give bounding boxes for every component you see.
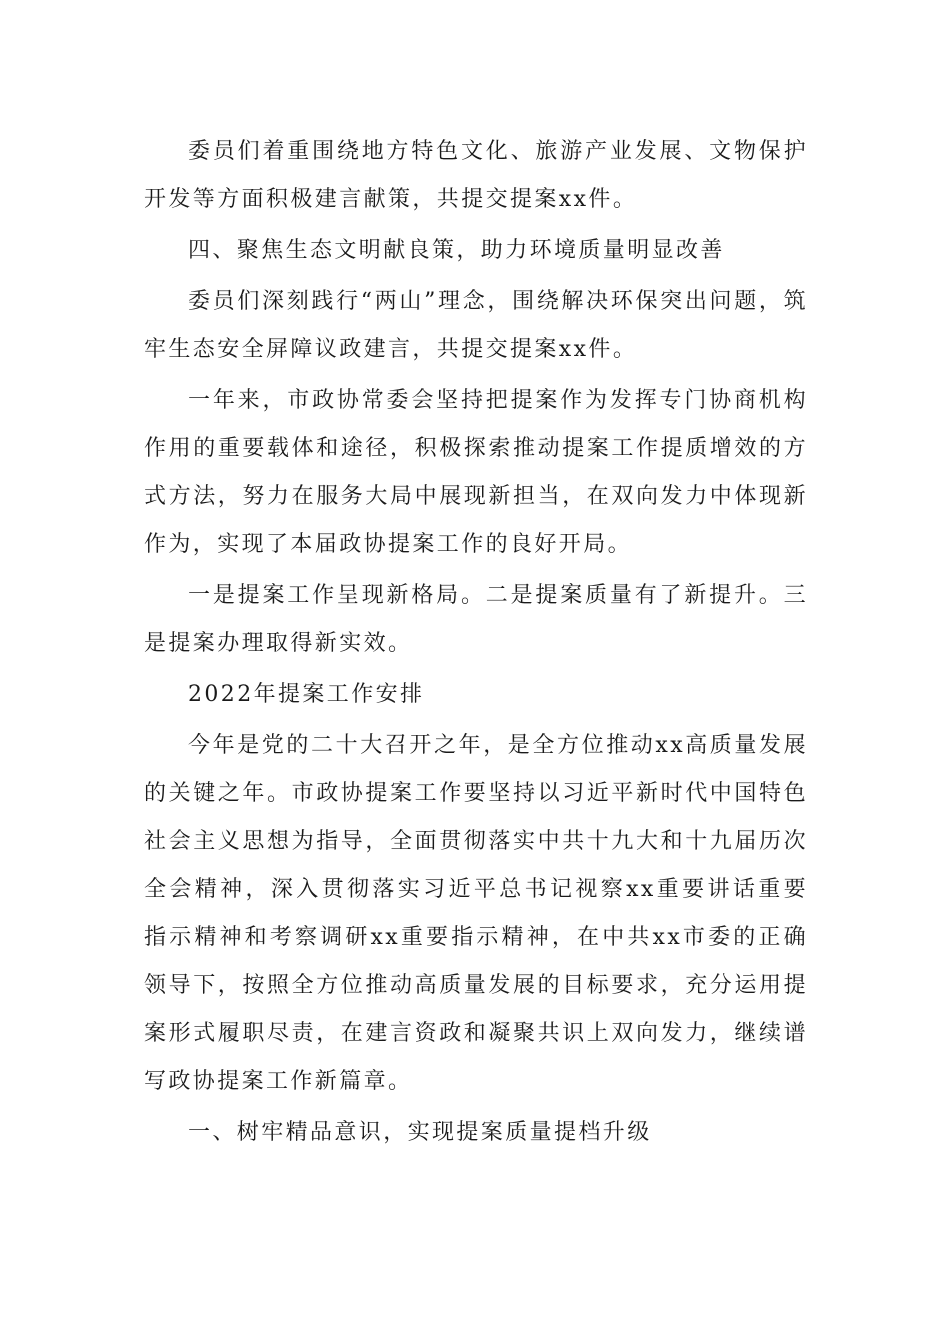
paragraph-year-review: 一年来，市政协常委会坚持把提案作为发挥专门协商机构作用的重要载体和途径，积极探索推动提案工作提质增效的方式方法，努力在服务大局中展现新担当，在双向发力中体现新作为，实现了本届政协提案工作的良好开局。 xyxy=(144,388,808,557)
paragraph-achievements: 一是提案工作呈现新格局。二是提案质量有了新提升。三是提案办理取得新实效。 xyxy=(144,583,808,656)
document-body xyxy=(144,128,808,1160)
section-heading-quality: 一、树牢精品意识，实现提案质量提档升级 xyxy=(188,1120,652,1145)
paragraph-culture-proposals: 委员们着重围绕地方特色文化、旅游产业发展、文物保护开发等方面积极建言献策，共提交提案xx件。 xyxy=(144,139,808,212)
section-heading-2022-plan: 2022年提案工作安排 xyxy=(188,682,425,707)
paragraph-ecology-proposals: 委员们深刻践行“两山”理念，围绕解决环保突出问题，筑牢生态安全屏障议政建言，共提交提案xx件。 xyxy=(144,289,808,362)
paragraph-2022-plan: 今年是党的二十大召开之年，是全方位推动xx高质量发展的关键之年。市政协提案工作要坚持以习近平新时代中国特色社会主义思想为指导，全面贯彻落实中共十九大和十九届历次全会精神，深入贯彻落实习近平总书记视察xx重要讲话重要指示精神和考察调研xx重要指示精神，在中共xx市委的正确领导下，按照全方位推动高质量发展的目标要求，充分运用提案形式履职尽责，在建言资政和凝聚共识上双向发力，继续谱写政协提案工作新篇章。 xyxy=(144,733,808,1094)
section-heading-ecology: 四、聚焦生态文明献良策，助力环境质量明显改善 xyxy=(188,238,725,263)
